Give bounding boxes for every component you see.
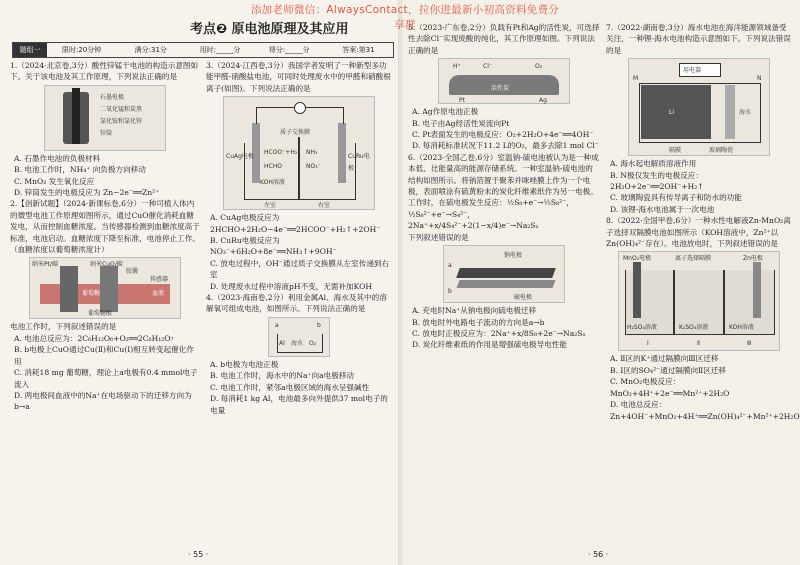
fig3-label: 右室 — [318, 202, 331, 210]
time-limit: 限时:20分钟 — [61, 46, 102, 54]
fig8-label: MnO₂电极 — [623, 255, 652, 263]
fig4-label: O₂ — [309, 339, 317, 347]
fig3-label: KOH溶液 — [260, 179, 285, 187]
fig5-label: 活性炭 — [491, 85, 510, 93]
option-6c: C. 放电时正极反应为：2Na⁺+x/8S₈+2e⁻→Na₂Sₓ — [412, 328, 586, 338]
option-4c: C. 电池工作时，紧邻a电极区域的海水呈强碱性 — [210, 382, 370, 392]
fig8-label: Ⅰ — [647, 340, 649, 348]
question-2: 2.【创新试题】（2024·新课标卷,6分）一种可植入体内的微型电池工作原理如图所示，通过CuO催化消耗血糖发电，从而控制血糖浓度。当传感器检测到血糖浓度高于标准，电池启动。血糖浓度下降至标准，电池停止工作。（血糖浓度以葡萄糖浓度计） — [10, 199, 200, 255]
page-number-left: · 55 · — [188, 550, 209, 559]
option-2b: B. b电极上CuO通过Cu(Ⅱ)和Cu(Ⅰ)相互转变起催化作用 — [14, 345, 194, 366]
fig7-label: 隔膜 — [669, 147, 682, 155]
watermark-text: 添加老师微信：AlwaysContact，拉你进最新小初高资料免费分享群 — [250, 4, 560, 31]
fig3-label: 质子交换膜 — [280, 129, 311, 137]
full-score: 满分:31分 — [134, 46, 167, 54]
fig3-label: NH₃ — [306, 149, 318, 157]
left-column-2 — [206, 60, 392, 416]
fig2-label: 葡萄糖 — [82, 290, 101, 298]
fig6-label: 硫电极 — [514, 294, 533, 302]
option-6b: B. 放电时外电路电子流动的方向是a→b — [412, 317, 545, 327]
figure-na-s-battery — [443, 245, 565, 303]
figure-li-seawater — [628, 58, 770, 156]
option-7b: B. N极仅发生的电极反应：2H₂O+2e⁻══2OH⁻+H₂↑ — [610, 170, 704, 192]
group-tag: 题组一 — [13, 43, 47, 57]
right-column-2 — [606, 22, 800, 422]
option-3c: C. 放电过程中，OH⁻通过质子交换膜从左室传递到右室 — [210, 258, 390, 280]
question-6: 6.（2023·全国乙卷,6分）室温钠-硫电池被认为是一种成本低、比能量高的能源存储系统。一种室温钠-硫电池的结构如图所示。将钠箔置于聚苯并咪唑膜上作为一个电极，表面喷涂有硫黄粉末的炭化纤维素纸作为另一电极。工作时，在硫电极发生反应：½S₈+e⁻→½S₈²⁻，½S₈²⁻+e⁻→S₄²⁻，2Na⁺+x/4S₄²⁻+2(1−x/4)e⁻→Na₂Sₓ — [408, 152, 599, 231]
question-1: 1.（2024·北京卷,3分）酸性锌锰干电池的构造示意图如下。关于该电池及其工作原理，下列说法正确的是 — [10, 61, 199, 82]
fig4-label: a — [275, 321, 279, 329]
option-5b: B. 电子由Ag经活性炭流向Pt — [412, 118, 510, 128]
right-column-1 — [408, 22, 600, 351]
fig8-label: Ⅲ — [747, 340, 752, 348]
score: 得分:_____分 — [268, 46, 310, 54]
fig2-label: 纳米Pt/碳 — [32, 261, 58, 269]
option-8c: C. MnO₂电极反应：MnO₂+4H⁺+2e⁻══Mn²⁺+2H₂O — [610, 377, 730, 398]
fig3-label: NO₃⁻ — [306, 163, 321, 171]
fig8-label: KOH溶液 — [729, 324, 754, 332]
fig4-label: Al — [279, 339, 285, 347]
fig4-label: b — [317, 321, 321, 329]
fig5-label: Pt — [459, 97, 465, 105]
section-title: 考点❷ 原电池原理及其应用 — [190, 22, 349, 37]
option-2d: D. 两电极间血液中的Na⁺在电场驱动下的迁移方向为b→a — [14, 390, 192, 412]
fig1-label: 二氧化锰和炭黑 — [100, 105, 143, 113]
fig2-label: 胶囊 — [126, 268, 139, 276]
option-4d: D. 每消耗1 kg Al，电池最多向外提供37 mol电子的电量 — [210, 394, 388, 415]
fig8-label: Ⅱ — [697, 340, 700, 348]
option-8b: B. Ⅰ区的SO₄²⁻通过隔膜向Ⅱ区迁移 — [610, 365, 727, 375]
option-1b: B. 电池工作时，NH₄⁺ 向负极方向移动 — [14, 165, 146, 175]
option-4a: A. b电极为电池正极 — [210, 359, 279, 369]
option-1c: C. MnO₂ 发生氧化反应 — [14, 176, 95, 186]
option-4b: B. 电池工作时，海水中的Na⁺向a电极移动 — [210, 371, 355, 381]
fig6-label: b — [448, 288, 452, 296]
fig5-label: H⁺ — [453, 63, 461, 71]
fig1-label: 锌筒 — [100, 129, 113, 137]
option-3a: A. CuAg电极反应为 2HCHO+2H₂O−4e⁻══2HCOO⁻+H₂↑+2OH⁻ — [210, 213, 381, 234]
fig2-label: 纳米CuO/碳 — [90, 261, 123, 269]
option-3d: D. 处理废水过程中溶液pH不变，无需补加KOH — [210, 281, 372, 291]
option-8a: A. Ⅱ区的K⁺通过隔膜向Ⅲ区迁移 — [610, 354, 719, 364]
option-7d: D. 该锂-海水电池属于一次电池 — [610, 204, 715, 214]
fig6-label: a — [448, 262, 452, 270]
fig7-label: Li — [669, 109, 675, 117]
option-2c: C. 消耗18 mg 葡萄糖，理论上a电极有0.4 mmol电子流入 — [14, 368, 198, 389]
fig2-label: 传感器 — [150, 276, 169, 284]
fig7-label: N — [757, 75, 762, 83]
question-7: 7.（2022·湖南卷,3分）海水电池在海洋能源领域备受关注，一种锂-海水电池构造示意图如下。下列说法错误的是 — [606, 23, 791, 55]
figure-dry-cell — [44, 85, 166, 151]
option-3b: B. CuRu电极反应为 NO₃⁻+6H₂O+8e⁻══NH₃↑+9OH⁻ — [210, 236, 337, 257]
option-8d: D. 电池总反应：Zn+4OH⁻+MnO₂+4H⁺══Zn(OH)₄²⁻+Mn²⁺+2H₂O — [610, 400, 800, 421]
fig6-label: 钠电极 — [504, 252, 523, 260]
fig3-label: 左室 — [264, 202, 277, 210]
fig2-label: 血液 — [152, 290, 165, 298]
fig3-label: HCHO — [264, 163, 282, 171]
book-spine — [398, 0, 402, 565]
fig3-label: CuAg电极 — [226, 153, 254, 161]
fig4-label: 海水 — [291, 339, 304, 347]
option-7a: A. 海水起电解质溶液作用 — [610, 159, 697, 169]
fig5-label: Cl⁻ — [483, 63, 493, 71]
option-5c: C. Pt表面发生的电极反应：O₂+2H₂O+4e⁻══4OH⁻ — [412, 130, 594, 140]
question-2-prompt: 电池工作时，下列叙述错误的是 — [10, 322, 117, 332]
fig5-label: Ag — [539, 97, 547, 105]
question-8: 8.（2022·全国甲卷,6分）一种水性电解液Zn-MnO₂离子选择双隔膜电池如图所示（KOH溶液中，Zn²⁺以Zn(OH)₄²⁻存在）。电池放电时，下列叙述错误的是 — [606, 216, 791, 249]
option-5d: D. 每消耗标准状况下11.2 L的O₂，最多去除1 mol Cl⁻ — [412, 141, 599, 151]
fig8-label: Zn电极 — [743, 255, 763, 263]
option-7c: C. 玻璃陶瓷具有传导离子和防水的功能 — [610, 193, 742, 203]
fig1-label: 石墨电极 — [100, 93, 125, 101]
fig3-label: CuRu电极 — [348, 153, 370, 172]
fig7-label: 用电器 — [683, 67, 702, 75]
fig8-label: K₂SO₄溶液 — [679, 324, 709, 332]
figure-implant-battery — [29, 257, 181, 319]
option-2a: A. 电池总反应为：2C₆H₁₂O₆+O₂══2C₆H₁₂O₇ — [14, 333, 174, 343]
question-5: 5.（2023·广东卷,2分）负载有Pt和Ag的活性炭，可选择性去除Cl⁻实现废酸的纯化，其工作原理如图。下列说法正确的是 — [408, 23, 600, 55]
figure-al-seawater — [268, 317, 330, 357]
question-6-prompt: 下列叙述错误的是 — [408, 232, 469, 242]
fig7-label: 玻璃陶瓷 — [709, 147, 734, 155]
option-6d: D. 炭化纤维素纸的作用是增强硫电极导电性能 — [412, 340, 567, 350]
option-5a: A. Ag作原电池正极 — [412, 107, 479, 117]
fig3-label: HCOO⁻+H₂ — [264, 149, 298, 157]
option-1a: A. 石墨作电池的负极材料 — [14, 153, 101, 163]
fig8-label: 离子选择隔膜 — [675, 255, 712, 263]
fig1-label: 氯化铵和氯化锌 — [100, 117, 143, 125]
fig5-label: O₂ — [535, 63, 543, 71]
fig7-label: M — [633, 75, 639, 83]
figure-zn-mno2-battery — [618, 251, 780, 351]
question-3: 3.（2024·江西卷,3分）我国学者发明了一种新型多功能甲醛-硝酸盐电池，可同时处理废水中的甲醛和硝酸根离子(如图)。下列说法正确的是 — [206, 61, 391, 93]
page-number-right: · 56 · — [588, 550, 609, 559]
figure-formaldehyde-battery — [223, 96, 375, 210]
time-used: 用时:_____分 — [199, 46, 241, 54]
left-column-1 — [10, 60, 200, 413]
fig7-label: 海水 — [739, 109, 752, 117]
fig8-label: H₂SO₄溶液 — [627, 324, 657, 332]
question-4: 4.（2023·海南卷,2分）利用金属Al、海水及其中的溶解氧可组成电池，如图所示。下列说法正确的是 — [206, 293, 387, 314]
fig2-label: 葡萄糖酸 — [88, 310, 113, 318]
option-6a: A. 充电时Na⁺从钠电极向硫电极迁移 — [412, 306, 537, 316]
figure-activated-carbon — [438, 58, 570, 104]
option-1d: D. 锌筒发生的电极反应为 Zn−2e⁻══Zn²⁺ — [14, 188, 160, 198]
answer-ref: 答案:第31 — [342, 46, 375, 54]
info-bar — [12, 42, 394, 58]
